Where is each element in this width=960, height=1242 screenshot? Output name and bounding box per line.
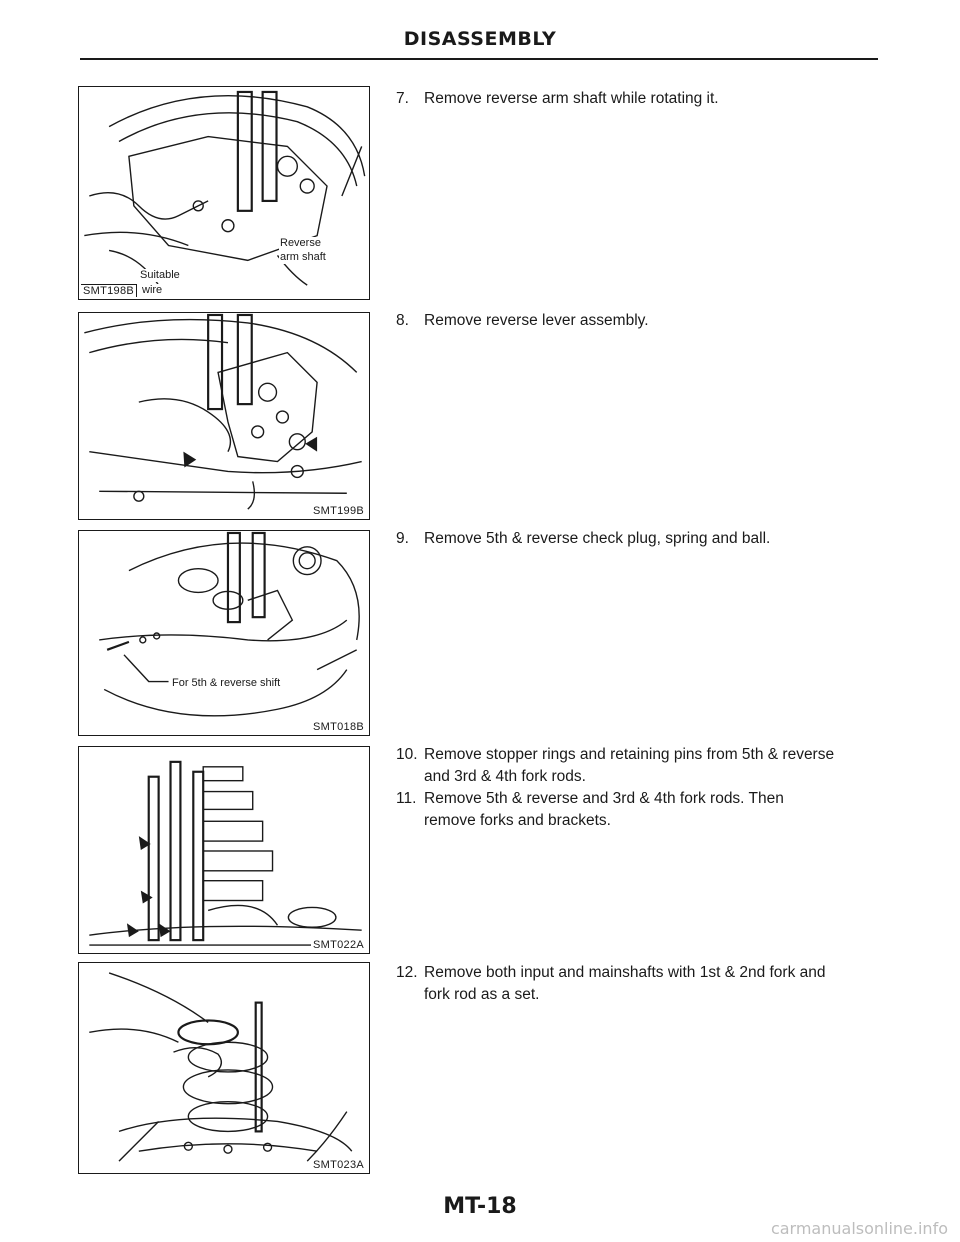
step-text: Remove stopper rings and retaining pins from 5th & reverse [424, 746, 835, 763]
step-number: 11. [396, 790, 417, 807]
step-text: Remove reverse arm shaft while rotating it. [424, 90, 719, 107]
step-number: 12. [396, 964, 418, 981]
figure-code: SMT199B [312, 505, 364, 517]
figure-code: SMT018B [312, 721, 364, 733]
header-rule [80, 58, 878, 60]
figure-input-mainshafts [78, 962, 370, 1174]
step-number: 9. [396, 530, 409, 547]
step-10 [396, 744, 880, 788]
figure-fork-rods [78, 746, 370, 954]
step-number: 8. [396, 312, 409, 329]
figure-code: SMT022A [312, 939, 364, 951]
figure-fork-rods-drawing [79, 747, 369, 953]
step-text: Remove 5th & reverse and 3rd & 4th fork rods. Then [424, 790, 784, 807]
callout-arm-shaft: arm shaft [280, 251, 326, 263]
step-text-continued: and 3rd & 4th fork rods. [424, 768, 586, 785]
step-number: 7. [396, 90, 409, 107]
step-8 [396, 310, 880, 332]
page-number: MT-18 [443, 1194, 517, 1219]
step-11 [396, 788, 880, 832]
watermark: carmanualsonline.info [770, 1219, 948, 1238]
step-text: Remove reverse lever assembly. [424, 312, 649, 329]
step-text-continued: fork rod as a set. [424, 986, 540, 1003]
callout-for-5th-reverse-shift: For 5th & reverse shift [172, 677, 281, 689]
step-text: Remove both input and mainshafts with 1st & 2nd fork and [424, 964, 826, 981]
callout-suitable: Suitable [140, 269, 180, 281]
step-7 [396, 88, 880, 110]
figure-reverse-lever-assembly [78, 312, 370, 520]
step-text-continued: remove forks and brackets. [424, 812, 611, 829]
callout-reverse: Reverse [280, 237, 321, 249]
section-title: DISASSEMBLY [403, 28, 557, 50]
figure-check-plug-drawing [79, 531, 369, 735]
figure-code: SMT198B [81, 284, 137, 297]
step-12 [396, 962, 880, 1006]
figure-reverse-arm-shaft-drawing [79, 87, 369, 299]
figure-reverse-arm-shaft [78, 86, 370, 300]
step-text: Remove 5th & reverse check plug, spring and ball. [424, 530, 771, 547]
figure-reverse-lever-assembly-drawing [79, 313, 369, 519]
figure-code: SMT023A [312, 1159, 364, 1171]
step-number: 10. [396, 746, 418, 763]
step-9 [396, 528, 880, 550]
callout-wire: wire [142, 284, 163, 296]
figure-input-mainshafts-drawing [79, 963, 369, 1173]
figure-check-plug [78, 530, 370, 736]
